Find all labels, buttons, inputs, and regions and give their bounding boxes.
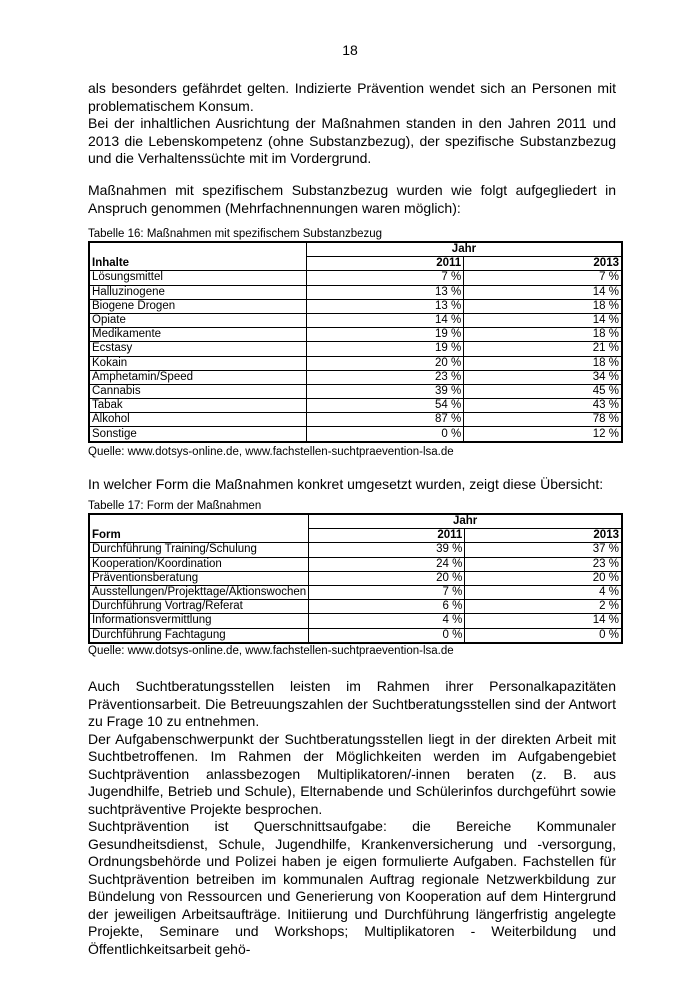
value-2013: 14 % (464, 313, 622, 327)
table-row (89, 571, 622, 585)
row-label: Cannabis (89, 384, 306, 398)
table-row (89, 299, 622, 313)
value-2013: 7 % (464, 271, 622, 285)
table-row (89, 600, 622, 614)
value-2011: 13 % (306, 285, 463, 299)
table-row (89, 585, 622, 599)
row-label: Tabak (89, 399, 306, 413)
value-2011: 23 % (306, 370, 463, 384)
paragraph: In welcher Form die Maßnahmen konkret umgesetzt wurden, zeigt diese Übersicht: (88, 476, 604, 492)
paragraph: Suchtprävention ist Querschnittsaufgabe: die Bereiche Kommunaler Gesundheitsdienst, Schule, Jugendhilfe, Krankenversicherung und -versorgung, Ordnungsbehörde und Polizei haben je eigen formulierte Aufgaben. Fachstellen für Suchtprävention betreiben im kommunalen Auftrag regionale Netzwerkbildung zur Bündelung von Ressourcen und Generierung von Kooperation auf dem Hintergrund der jeweiligen Arbeitsaufträge. Initiierung und Durchführung längerfristig angelegte Projekte, Seminare und Workshops; Multiplikatoren - Weiterbildung und Öffentlichkeitsarbeit gehö- (88, 818, 616, 957)
table-row (89, 413, 622, 427)
value-2013: 18 % (464, 356, 622, 370)
table17-col-label: Form (89, 514, 309, 543)
table16-group-label: Jahr (306, 242, 622, 257)
row-label: Präventionsberatung (89, 571, 309, 585)
value-2013: 0 % (465, 628, 622, 643)
table-row (89, 313, 622, 327)
value-2011: 19 % (306, 328, 463, 342)
row-label: Informationsvermittlung (89, 614, 309, 628)
value-2011: 4 % (309, 614, 465, 628)
table16-caption: Tabelle 16: Maßnahmen mit spezifischem Substanzbezug (88, 228, 383, 240)
table-row (89, 285, 622, 299)
table-row (89, 427, 622, 442)
paragraph: Bei der inhaltlichen Ausrichtung der Maßnahmen standen in den Jahren 2011 und 2013 die Lebenskompetenz (ohne Substanzbezug), der spezifische Substanzbezug und die Verhaltenssüchte mit im Vordergrund. (88, 115, 616, 166)
table-row (89, 271, 622, 285)
row-label: Durchführung Fachtagung (89, 628, 309, 643)
row-label: Amphetamin/Speed (89, 370, 306, 384)
value-2013: 14 % (464, 285, 622, 299)
value-2013: 12 % (464, 427, 622, 442)
paragraph: Auch Suchtberatungsstellen leisten im Rahmen ihrer Personalkapazitäten Präventionsarbeit. Die Betreuungszahlen der Suchtberatungsstellen sind der Antwort zu Frage 10 zu entnehmen. (88, 678, 616, 729)
row-label: Lösungsmittel (89, 271, 306, 285)
table-row (89, 557, 622, 571)
table16 (88, 241, 623, 443)
table17 (88, 513, 623, 644)
intro-text (88, 80, 616, 168)
table16-year1: 2011 (306, 257, 463, 271)
table-row (89, 614, 622, 628)
table17-year1: 2011 (309, 529, 465, 543)
value-2013: 34 % (464, 370, 622, 384)
value-2011: 87 % (306, 413, 463, 427)
row-label: Halluzinogene (89, 285, 306, 299)
table17-body (89, 543, 622, 643)
value-2011: 13 % (306, 299, 463, 313)
table-row (89, 628, 622, 643)
paragraph: Maßnahmen mit spezifischem Substanzbezug wurden wie folgt aufgegliedert in Anspruch genommen (Mehrfachnennungen waren möglich): (88, 182, 616, 216)
table16-body (89, 271, 622, 442)
table-row (89, 399, 622, 413)
table17-year2: 2013 (465, 529, 622, 543)
value-2013: 43 % (464, 399, 622, 413)
value-2011: 54 % (306, 399, 463, 413)
value-2013: 18 % (464, 299, 622, 313)
value-2011: 24 % (309, 557, 465, 571)
value-2011: 19 % (306, 342, 463, 356)
table-row (89, 356, 622, 370)
page-number: 18 (342, 42, 358, 58)
value-2011: 14 % (306, 313, 463, 327)
value-2013: 45 % (464, 384, 622, 398)
value-2013: 20 % (465, 571, 622, 585)
value-2013: 2 % (465, 600, 622, 614)
row-label: Kokain (89, 356, 306, 370)
row-label: Alkohol (89, 413, 306, 427)
row-label: Medikamente (89, 328, 306, 342)
row-label: Ausstellungen/Projekttage/Aktionswochen (89, 585, 309, 599)
table16-col-label: Inhalte (89, 242, 306, 271)
row-label: Sonstige (89, 427, 306, 442)
value-2011: 20 % (309, 571, 465, 585)
closing-text (88, 678, 616, 958)
table16-year2: 2013 (464, 257, 622, 271)
table-row (89, 543, 622, 557)
table17-caption: Tabelle 17: Form der Maßnahmen (88, 500, 262, 512)
value-2011: 39 % (306, 384, 463, 398)
paragraph: Der Aufgabenschwerpunkt der Suchtberatungsstellen liegt in der direkten Arbeit mit Suchtbetroffenen. Im Rahmen der Möglichkeiten werden im Aufgabengebiet Suchtprävention anlassbezogen Multiplikatoren/-innen beraten (z. B. aus Jugendhilfe, Betrieb und Schule), Elternabende und Schülerinfos durchgeführt sowie suchtpräventive Projekte besprochen. (88, 730, 616, 817)
value-2013: 21 % (464, 342, 622, 356)
value-2011: 7 % (306, 271, 463, 285)
row-label: Durchführung Training/Schulung (89, 543, 309, 557)
lead-in-table17 (88, 476, 616, 494)
value-2011: 0 % (309, 628, 465, 643)
value-2011: 20 % (306, 356, 463, 370)
row-label: Opiate (89, 313, 306, 327)
row-label: Ecstasy (89, 342, 306, 356)
value-2013: 18 % (464, 328, 622, 342)
value-2011: 0 % (306, 427, 463, 442)
value-2013: 78 % (464, 413, 622, 427)
table-row (89, 384, 622, 398)
value-2013: 23 % (465, 557, 622, 571)
value-2013: 37 % (465, 543, 622, 557)
table-row (89, 328, 622, 342)
table-row (89, 370, 622, 384)
lead-in-table16 (88, 182, 616, 217)
row-label: Kooperation/Koordination (89, 557, 309, 571)
value-2013: 14 % (465, 614, 622, 628)
row-label: Biogene Drogen (89, 299, 306, 313)
paragraph: als besonders gefährdet gelten. Indizierte Prävention wendet sich an Personen mit problematischem Konsum. (88, 80, 616, 114)
table17-source: Quelle: www.dotsys-online.de, www.fachstellen-suchtpraevention-lsa.de (88, 645, 454, 657)
value-2013: 4 % (465, 585, 622, 599)
table17-group-label: Jahr (309, 514, 622, 529)
value-2011: 6 % (309, 600, 465, 614)
row-label: Durchführung Vortrag/Referat (89, 600, 309, 614)
value-2011: 39 % (309, 543, 465, 557)
table16-source: Quelle: www.dotsys-online.de, www.fachstellen-suchtpraevention-lsa.de (88, 446, 454, 458)
value-2011: 7 % (309, 585, 465, 599)
table-row (89, 342, 622, 356)
